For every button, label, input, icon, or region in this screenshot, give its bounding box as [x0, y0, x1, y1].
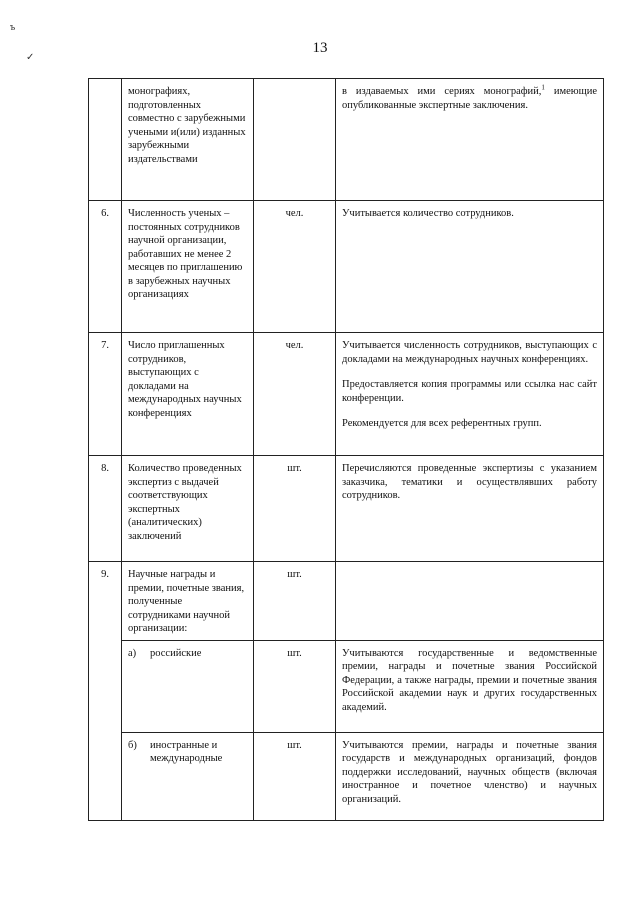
indicator-name: Научные награды и премии, почетные звания, полученные сотрудниками научной организации: [122, 562, 254, 641]
table-row [89, 201, 604, 333]
description-paragraph: Учитываются премии, награды и почетные звания государств и международных организаций, фондов поддержки исследований, научных обществ (включая иностранное и почетное членство) и научных организаций. [336, 732, 604, 820]
table-subrow [89, 640, 604, 732]
page-number: 13 [312, 40, 328, 56]
subitem-name-cell [122, 640, 254, 732]
subitem-name: российские [150, 647, 202, 659]
description-text-rest: имеющие опубликованные экспертные заключения. [342, 86, 597, 111]
row-number-cell [89, 79, 122, 201]
description-cell [336, 562, 604, 641]
description-paragraph: Предоставляется копия программы или ссылка нас сайт конференции. [342, 379, 597, 404]
description-paragraph: Учитывается численность сотрудников, выступающих с докладами на международных научных конференциях. [342, 340, 597, 365]
subitem-name-cell [122, 732, 254, 820]
table-row-continuation [89, 79, 604, 201]
unit-label: чел. [254, 201, 336, 333]
unit-label: чел. [254, 333, 336, 456]
subitem-letter: б) [128, 739, 137, 751]
row-number: 6. [89, 201, 122, 333]
subitem-letter: а) [128, 647, 137, 659]
unit-label: шт. [254, 562, 336, 641]
unit-label: шт. [254, 456, 336, 562]
table-subrow [89, 732, 604, 820]
description-paragraph: Рекомендуется для всех референтных групп. [342, 418, 542, 429]
scan-mark: ъ [10, 22, 16, 33]
description-cell [336, 456, 604, 562]
subitem-name: иностранные и международные [150, 739, 223, 764]
unit-label: шт. [254, 640, 336, 732]
row-number: 8. [89, 456, 122, 562]
scan-checkmark: ✓ [26, 52, 35, 63]
description-text: в издаваемых ими сериях монографий, [342, 86, 542, 97]
description-cell [336, 333, 604, 456]
row-number: 9. [89, 562, 122, 821]
description-cell [336, 79, 604, 201]
description-paragraph: Перечисляются проведенные экспертизы с указанием заказчика, тематики и осуществлявших работу сотрудников. [342, 463, 597, 501]
table-row [89, 562, 604, 641]
description-paragraph: Учитываются государственные и ведомственные премии, награды и почетные звания Российской Федерации, а также награды, премии и почетные звания Российской академии наук и других государственных академий. [336, 640, 604, 732]
table-row [89, 456, 604, 562]
footnote-marker: 1 [541, 83, 545, 92]
table-row [89, 333, 604, 456]
description-cell [336, 201, 604, 333]
indicator-name-cell: монографиях, подготовленных совместно с зарубежными учеными и(или) изданных зарубежными издательствами [122, 79, 254, 201]
indicator-name: Численность ученых – постоянных сотрудников научной организации, работавших не менее 2 месяцев по приглашению в зарубежных научных организациях [122, 201, 254, 333]
unit-label: шт. [254, 732, 336, 820]
indicators-table [88, 78, 604, 821]
row-number: 7. [89, 333, 122, 456]
description-paragraph: Учитывается количество сотрудников. [342, 208, 514, 219]
indicator-name: Количество проведенных экспертиз с выдачей соответствующих экспертных (аналитических) заключений [122, 456, 254, 562]
indicator-name: Число приглашенных сотрудников, выступающих с докладами на международных научных конференциях [122, 333, 254, 456]
unit-cell [254, 79, 336, 201]
